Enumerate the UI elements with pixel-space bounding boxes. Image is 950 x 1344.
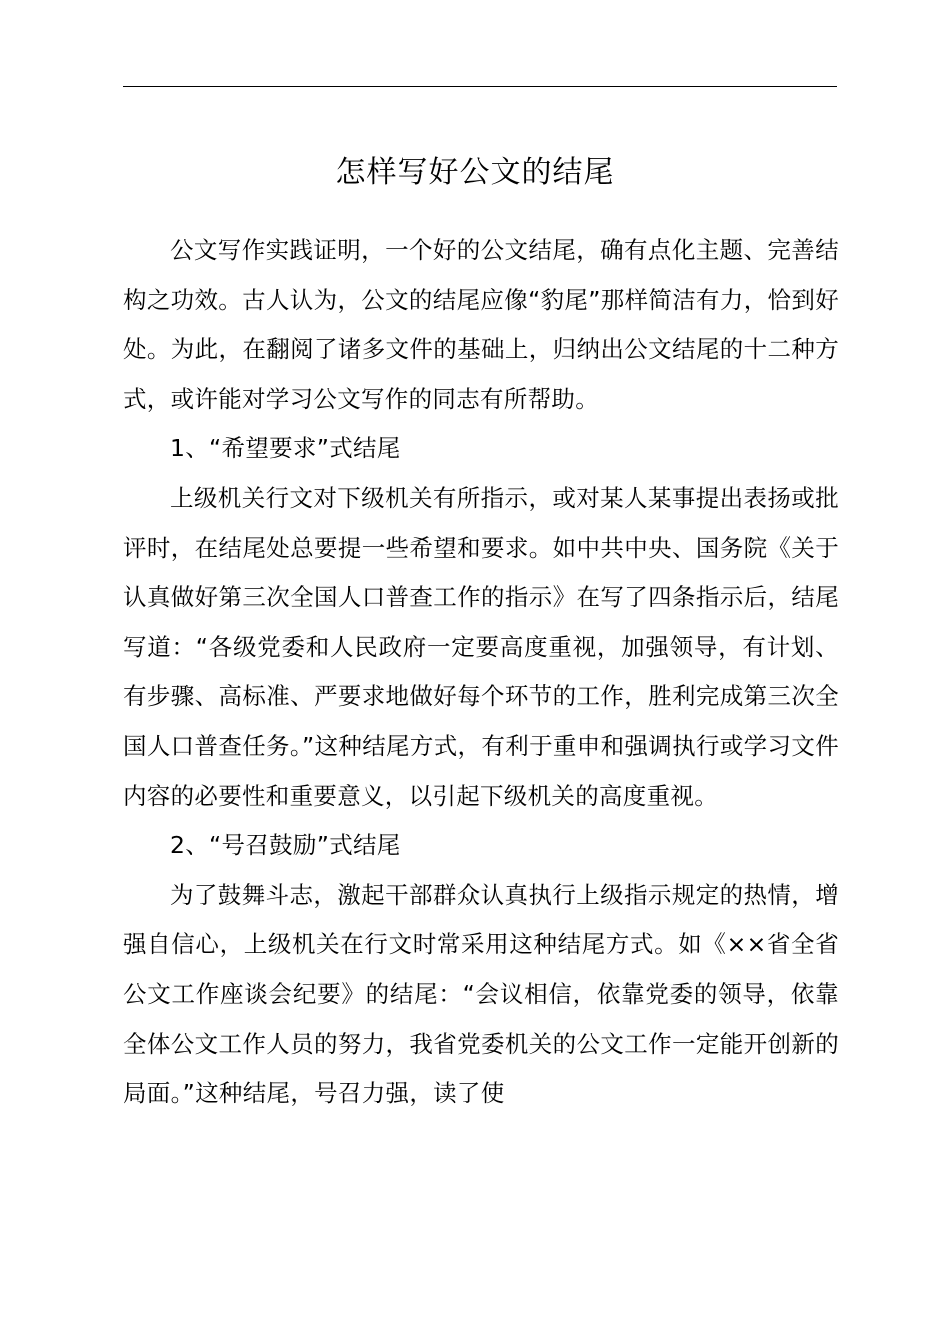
section-heading-1: 1、“希望要求”式结尾 (170, 434, 401, 463)
section-1-paragraph: 上级机关行文对下级机关有所指示，或对某人某事提出表扬或批评时，在结尾处总要提一些希望和要求。如中共中央、国务院《关于认真做好第三次全国人口普查工作的指示》在写了四条指示后，结尾写道：“各级党委和人民政府一定要高度重视，加强领导，有计划、有步骤、高标准、严要求地做好每个环节的工作，胜利完成第三次全国人口普查任务。”这种结尾方式，有利于重申和强调执行或学习文件内容的必要性和重要意义，以引起下级机关的高度重视。 (123, 483, 839, 810)
header-rule (123, 86, 837, 87)
document-body (123, 226, 839, 1119)
section-heading-2: 2、“号召鼓励”式结尾 (170, 831, 401, 860)
intro-paragraph: 公文写作实践证明，一个好的公文结尾，确有点化主题、完善结构之功效。古人认为，公文的结尾应像“豹尾”那样简洁有力，恰到好处。为此，在翻阅了诸多文件的基础上，归纳出公文结尾的十二种方式，或许能对学习公文写作的同志有所帮助。 (123, 236, 839, 413)
document-title: 怎样写好公文的结尾 (335, 155, 615, 190)
section-2-paragraph: 为了鼓舞斗志，激起干部群众认真执行上级指示规定的热情，增强自信心，上级机关在行文时常采用这种结尾方式。如《××省全省公文工作座谈会纪要》的结尾：“会议相信，依靠党委的领导，依靠全体公文工作人员的努力，我省党委机关的公文工作一定能开创新的局面。”这种结尾，号召力强，读了使 (123, 880, 839, 1108)
